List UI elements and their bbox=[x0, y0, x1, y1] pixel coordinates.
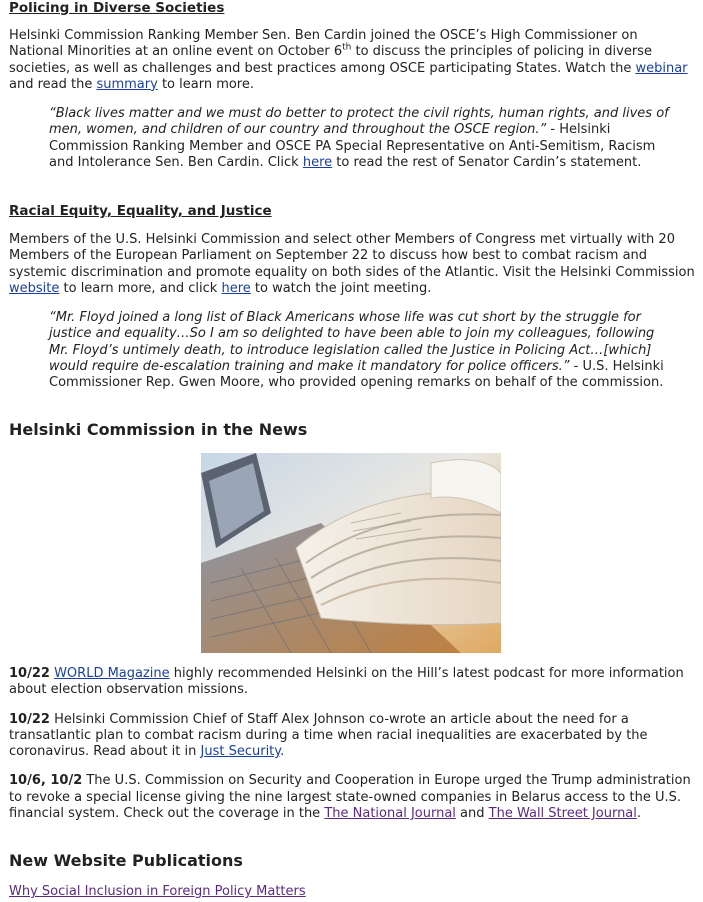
racial-paragraph bbox=[9, 232, 695, 297]
helsinki-website-link[interactable]: website bbox=[9, 280, 60, 296]
section-title-news: Helsinki Commission in the News bbox=[9, 420, 308, 439]
policing-text-2: to discuss the principles of policing in diverse societies, as well as challenges and best practices among OSCE participating States. Watch the bbox=[9, 44, 652, 76]
just-security-link[interactable]: Just Security bbox=[200, 744, 281, 760]
cardin-statement-link[interactable]: here bbox=[302, 155, 333, 171]
policing-text-4: to learn more. bbox=[157, 76, 254, 92]
webinar-link[interactable]: webinar bbox=[635, 60, 688, 76]
news-item bbox=[9, 712, 695, 761]
summary-link[interactable]: summary bbox=[96, 76, 158, 92]
news-item-mid: and bbox=[455, 806, 489, 822]
section-publications bbox=[9, 851, 695, 900]
racial-text-2: to learn more, and click bbox=[59, 280, 222, 296]
newspapers-laptop-image bbox=[201, 453, 501, 653]
joint-meeting-link[interactable]: here bbox=[221, 280, 251, 296]
policing-text-1: Helsinki Commission Ranking Member Sen. Ben Cardin joined the OSCE’s High Commissioner on National Minorities at an online event on October 6 bbox=[9, 28, 638, 60]
news-item-end: . bbox=[280, 744, 285, 760]
section-news bbox=[9, 420, 695, 653]
moore-quote-text: “Mr. Floyd joined a long list of Black Americans whose life was cut short by the struggle for justice and equality…So I am so delighted to have been able to join my colleagues, following Mr. Floyd’s untimely death, to introduce legislation called the Justice in Policing Act…[which] would require de-escalation training and make it mandatory for police officers.” bbox=[49, 310, 655, 375]
news-item-date: 10/22 bbox=[9, 711, 50, 727]
ordinal-suffix: th bbox=[342, 42, 352, 53]
racial-text-1: Members of the U.S. Helsinki Commission and select other Members of Congress met virtually with 20 Members of the European Parliament on September 22 to discuss how best to combat racism and systemic discrimination and promote equality on both sides of the Atlantic. Visit the Helsinki Commission bbox=[9, 232, 695, 280]
world-magazine-link[interactable]: WORLD Magazine bbox=[54, 666, 170, 681]
news-item-text: Helsinki Commission Chief of Staff Alex Johnson co-wrote an article about the need for a transatlantic plan to combat racism during a time when racial inequalities are exacerbated by the coronavirus. Read about it in bbox=[9, 711, 648, 760]
cardin-quote-end: to read the rest of Senator Cardin’s statement. bbox=[332, 155, 642, 171]
news-item bbox=[9, 773, 695, 822]
news-item-date: 10/22 bbox=[9, 666, 50, 681]
news-item-text: The U.S. Commission on Security and Cooperation in Europe urged the Trump administration to revoke a special license giving the nine largest state-owned companies in Belarus access to the U.S. financial system. Check out the coverage in the bbox=[9, 773, 691, 822]
section-title-racial-equity: Racial Equity, Equality, and Justice bbox=[9, 203, 272, 219]
moore-quote bbox=[9, 310, 669, 391]
wall-street-journal-link[interactable]: The Wall Street Journal bbox=[488, 806, 637, 822]
news-item-date: 10/6, 10/2 bbox=[9, 773, 83, 789]
cardin-quote-attribution: - Helsinki Commission Ranking Member and OSCE PA Special Representative on Anti-Semitism, Racism and Intolerance Sen. Ben Cardin. Click bbox=[49, 122, 656, 171]
racial-text-3: to watch the joint meeting. bbox=[250, 280, 432, 296]
newspapers-illustration bbox=[201, 453, 501, 653]
cardin-quote-text: “Black lives matter and we must do better to protect the civil rights, human rights, and lives of men, women, and children of our country and throughout the OSCE region.” bbox=[49, 106, 669, 138]
news-items bbox=[9, 666, 695, 822]
section-racial-equity bbox=[9, 203, 695, 392]
national-journal-link[interactable]: The National Journal bbox=[324, 806, 456, 822]
social-inclusion-link[interactable]: Why Social Inclusion in Foreign Policy Matters bbox=[9, 884, 306, 899]
moore-quote-attribution: - U.S. Helsinki Commissioner Rep. Gwen Moore, who provided opening remarks on behalf of the commission. bbox=[49, 359, 664, 391]
policing-text-3: and read the bbox=[9, 76, 97, 92]
news-item-text: highly recommended Helsinki on the Hill’s latest podcast for more information about election observation missions. bbox=[9, 666, 684, 698]
news-item bbox=[9, 666, 695, 699]
section-title-policing: Policing in Diverse Societies bbox=[9, 0, 225, 16]
section-policing bbox=[9, 0, 695, 171]
news-item-end: . bbox=[636, 806, 642, 822]
publication-item bbox=[9, 884, 695, 900]
section-title-publications: New Website Publications bbox=[9, 851, 243, 870]
policing-paragraph bbox=[9, 28, 695, 93]
cardin-quote bbox=[9, 106, 669, 171]
